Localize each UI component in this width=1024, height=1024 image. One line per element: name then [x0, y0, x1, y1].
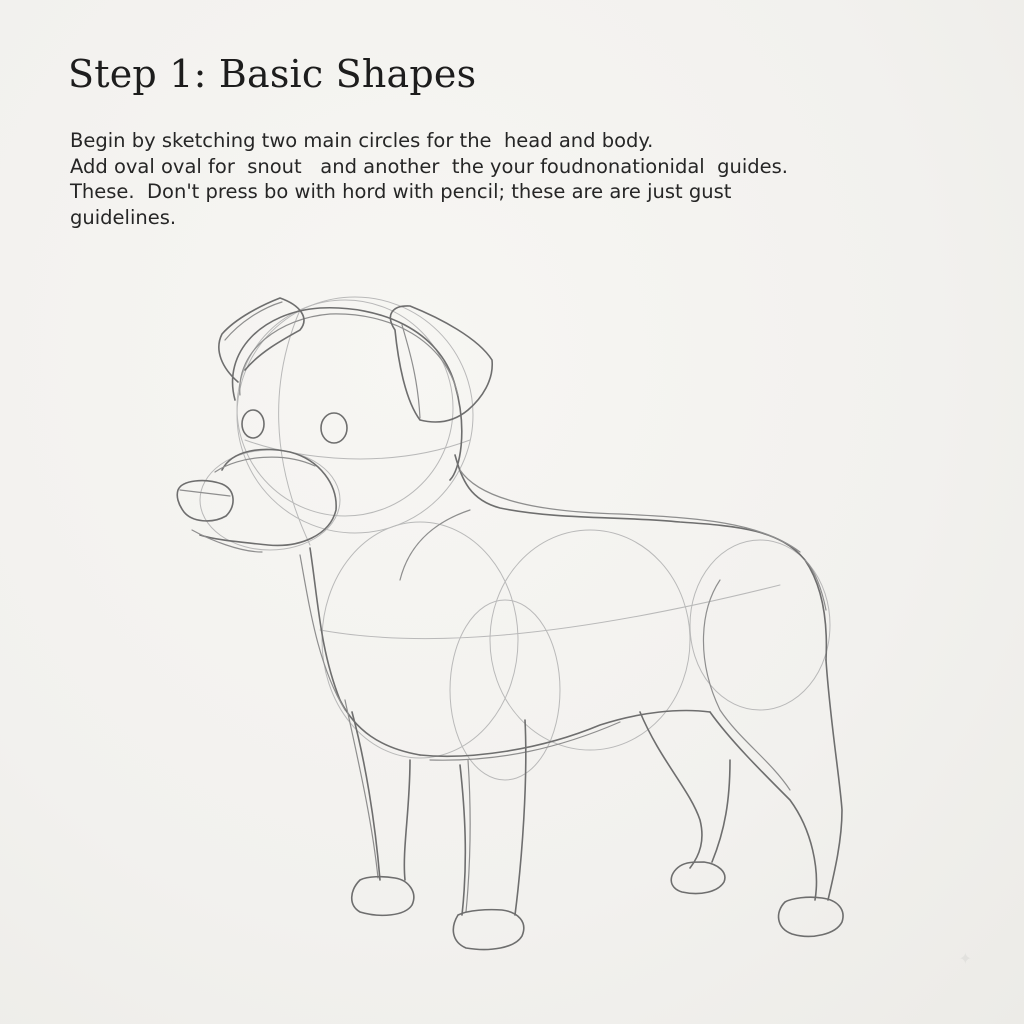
head-vertical-line	[279, 310, 310, 545]
torso	[300, 455, 826, 760]
instruction-line-3: These. Don't press bo with hord with pencil; these are are just gust	[70, 180, 732, 203]
right-ear	[390, 306, 492, 422]
chest-line	[310, 548, 420, 755]
front-leg-right-sketch	[466, 760, 470, 912]
hind-paw-back	[671, 862, 725, 894]
neck-back-line	[455, 455, 826, 660]
chest-guide-circle	[322, 522, 518, 758]
front-paw-right	[453, 910, 523, 950]
nose-highlight	[180, 490, 230, 496]
step-title: Step 1: Basic Shapes	[68, 52, 477, 96]
snout-guide	[200, 450, 340, 550]
nose	[177, 481, 233, 521]
left-eye	[242, 410, 264, 438]
shoulder-curve	[400, 510, 470, 580]
head-guide-circle-2	[237, 300, 453, 516]
instruction-line-1: Begin by sketching two main circles for the head and body.	[70, 129, 654, 152]
instruction-line-2: Add oval oval for snout and another the your foudnonationidal guides.	[70, 154, 788, 178]
construction-guides	[200, 297, 830, 780]
right-eye	[321, 413, 347, 443]
instruction-line-4: guidelines.	[70, 205, 177, 229]
front-leg-left	[352, 712, 410, 880]
front-paw-left	[352, 877, 414, 916]
body-guide-circle	[490, 530, 690, 750]
head-guide-circle	[237, 297, 473, 533]
hind-paw-front	[779, 897, 844, 936]
hind-thigh-curve	[703, 580, 790, 790]
hind-leg-back	[640, 712, 730, 868]
head	[177, 298, 492, 552]
hind-legs	[640, 580, 843, 936]
body-center-line	[320, 585, 780, 639]
front-leg-guide	[450, 600, 560, 780]
front-leg-left-sketch	[345, 700, 378, 878]
sparkle-icon: ✦	[958, 949, 972, 968]
head-outline-sketch	[240, 314, 458, 395]
muzzle-outline	[200, 449, 336, 545]
